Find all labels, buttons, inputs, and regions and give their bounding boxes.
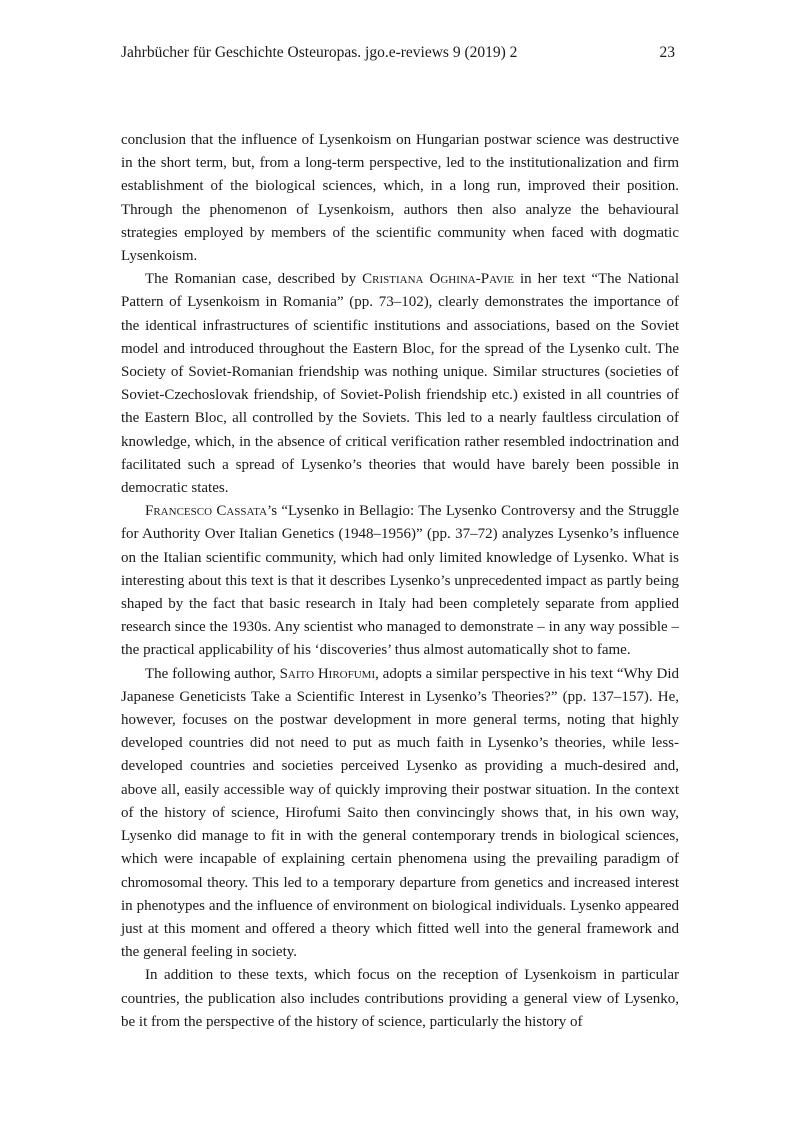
paragraph-1 (121, 129, 679, 268)
paragraph-text: conclusion that the influence of Lysenkoism on Hungarian postwar science was destructive in the short term, but, from a long-term perspective, led to the institutionalization and firm establishment of the biological sciences, which, in a long run, improved their position. Through the phenomenon of Lysenkoism, authors then also analyze the behavioural strategies employed by members of the scientific community when faced with dogmatic Lysenkoism. (121, 132, 679, 265)
paragraph-5 (121, 964, 679, 1034)
author-name: Saito Hirofumi (279, 665, 376, 682)
paragraph-lead: The following author, (145, 665, 280, 682)
paragraph-3 (121, 500, 679, 662)
paragraph-text: ’s “Lysenko in Bellagio: The Lysenko Controversy and the Struggle for Authority Over Italian Genetics (1948–1956)” (pp. 37–72) analyzes Lysenko’s influence on the Italian scientific community, which had only limited knowledge of Lysenko. What is interesting about this text is that it describes Lysenko’s unprecedented impact as partly being shaped by the fact that basic research in Italy had been completely separate from applied research since the 1930s. Any scientist who managed to demonstrate – in any way possible – the practical applicability of his ‘discoveries’ thus almost automatically shot to fame. (121, 503, 679, 659)
page-number: 23 (659, 44, 675, 61)
body-text (121, 129, 679, 1034)
paragraph-2 (121, 268, 679, 500)
running-header (121, 44, 675, 68)
paragraph-4 (121, 663, 679, 965)
paragraph-lead: The Romanian case, described by (145, 271, 363, 288)
paragraph-text: in her text “The National Pattern of Lysenkoism in Romania” (pp. 73–102), clearly demonstrates the importance of the identical infrastructures of scientific institutions and associations, based on the Soviet model and introduced throughout the Eastern Bloc, for the spread of the Lysenko cult. The Society of Soviet-Romanian friendship was nothing unique. Similar structures (societies of Soviet-Czechoslovak friendship, of Soviet-Polish friendship etc.) existed in all countries of the Eastern Bloc, all controlled by the Soviets. This led to a nearly faultless circulation of knowledge, which, in the absence of critical verification rather resembled indoctrination and facilitated such a spread of Lysenko’s theories that would have barely been possible in democratic states. (121, 271, 680, 497)
author-name: Cristiana Oghina-Pavie (362, 271, 514, 288)
journal-title: Jahrbücher für Geschichte Osteuropas. jgo.e-reviews 9 (2019) 2 (121, 44, 518, 61)
paragraph-text: , adopts a similar perspective in his text “Why Did Japanese Geneticists Take a Scientific Interest in Lysenko’s Theories?” (pp. 137–157). He, however, focuses on the postwar development in more general terms, noting that highly developed countries did not need to put as much faith in Lysenko’s theories, while less-developed countries and societies perceived Lysenko as providing a much-desired and, above all, easily accessible way of quickly improving their postwar situation. In the context of the history of science, Hirofumi Saito then convincingly shows that, in his own way, Lysenko did manage to fit in with the general contemporary trends in biological sciences, which were incapable of explaining certain phenomena using the prevailing paradigm of chromosomal theory. This led to a temporary departure from genetics and increased interest in phenotypes and the influence of environment on biological individuals. Lysenko appeared just at this moment and offered a theory which fitted well into the general framework and the general feeling in society. (121, 665, 679, 961)
author-name: Francesco Cassata (145, 503, 268, 520)
paragraph-text: In addition to these texts, which focus on the reception of Lysenkoism in particular countries, the publication also includes contributions providing a general view of Lysenko, be it from the perspective of the history of science, particularly the history of (121, 967, 679, 1030)
